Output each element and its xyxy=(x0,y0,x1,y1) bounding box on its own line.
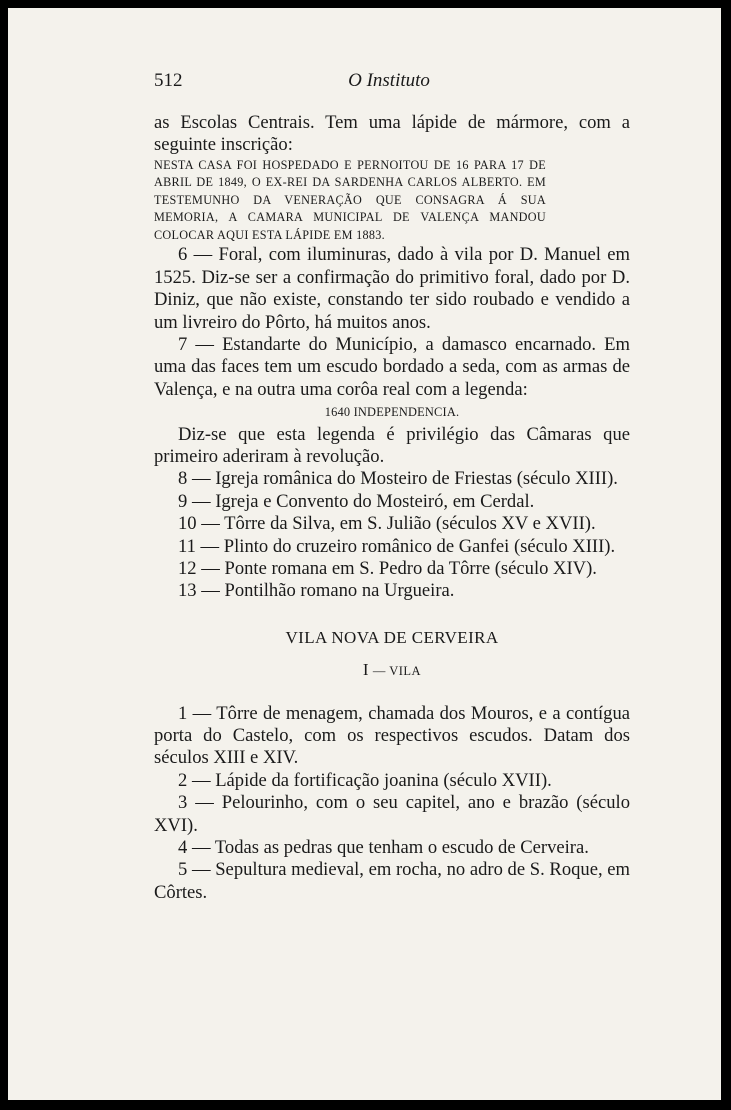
list-item-10: 10 — Tôrre da Silva, em S. Julião (séculos XV e XVII). xyxy=(178,513,596,535)
list-item-6: 6 — Foral, com iluminuras, dado à vila por D. Manuel em 1525. Diz-se ser a confirmação do primitivo foral, dado por D. Diniz, que não existe, constando ter sido roubado e vendido a um livreiro do Pôrto, há muitos anos. xyxy=(154,244,630,333)
subsection-numeral: I xyxy=(362,660,369,680)
list-item-11: 11 — Plinto do cruzeiro românico de Ganfei (século XIII). xyxy=(178,535,616,557)
intro-paragraph: as Escolas Centrais. Tem uma lápide de mármore, com a seguinte inscrição: xyxy=(154,112,630,156)
list-item-c3: 3 — Pelourinho, com o seu capitel, ano e brazão (século XVI). xyxy=(154,792,630,836)
list-item-8: 8 — Igreja românica do Mosteiro de Friestas (século XIII). xyxy=(178,468,618,490)
section-title: VILA NOVA DE CERVEIRA xyxy=(285,627,499,647)
list-item-c2: 2 — Lápide da fortificação joanina (século XVII). xyxy=(178,769,552,791)
monument-list xyxy=(154,468,630,602)
running-title: O Instituto xyxy=(348,70,430,91)
list-item-c1: 1 — Tôrre de menagem, chamada dos Mouros, e a contígua porta do Castelo, com os respectivos escudos. Datam dos séculos XIII e XIV. xyxy=(154,702,630,769)
list-item-13: 13 — Pontilhão romano na Urgueira. xyxy=(178,580,455,602)
list-item-c4: 4 — Todas as pedras que tenham o escudo de Cerveira. xyxy=(178,837,589,859)
inscription-text: NESTA CASA FOI HOSPEDADO E PERNOITOU DE 16 PARA 17 DE ABRIL DE 1849, O EX-REI DA SARDENHA CARLOS ALBERTO. EM TESTEMUNHO DA VENERAÇÃO QUE CONSAGRA Á SUA MEMORIA, A CAMARA MUNICIPAL DE VALENÇA MANDOU COLOCAR AQUI ESTA LÁPIDE EM 1883. xyxy=(154,157,546,242)
subsection-label: — VILA xyxy=(372,664,422,679)
list-item-c5: 5 — Sepultura medieval, em rocha, no adro de S. Roque, em Côrtes. xyxy=(154,859,630,903)
page-header xyxy=(154,70,624,100)
legend-text: 1640 INDEPENDENCIA. xyxy=(324,405,460,420)
page xyxy=(8,8,721,1100)
list-item-9: 9 — Igreja e Convento do Mosteiró, em Cerdal. xyxy=(178,490,535,512)
page-number: 512 xyxy=(154,70,183,91)
legend-note-paragraph: Diz-se que esta legenda é privilégio das Câmaras que primeiro aderiram à revolução. xyxy=(154,423,630,467)
list-item-7: 7 — Estandarte do Município, a damasco encarnado. Em uma das faces tem um escudo bordado a seda, com as armas de Valença, e na outra uma corôa real com a legenda: xyxy=(154,333,630,400)
list-item-12: 12 — Ponte romana em S. Pedro da Tôrre (século XIV). xyxy=(178,558,597,579)
subsection-heading xyxy=(154,659,630,682)
page-body xyxy=(154,112,630,904)
